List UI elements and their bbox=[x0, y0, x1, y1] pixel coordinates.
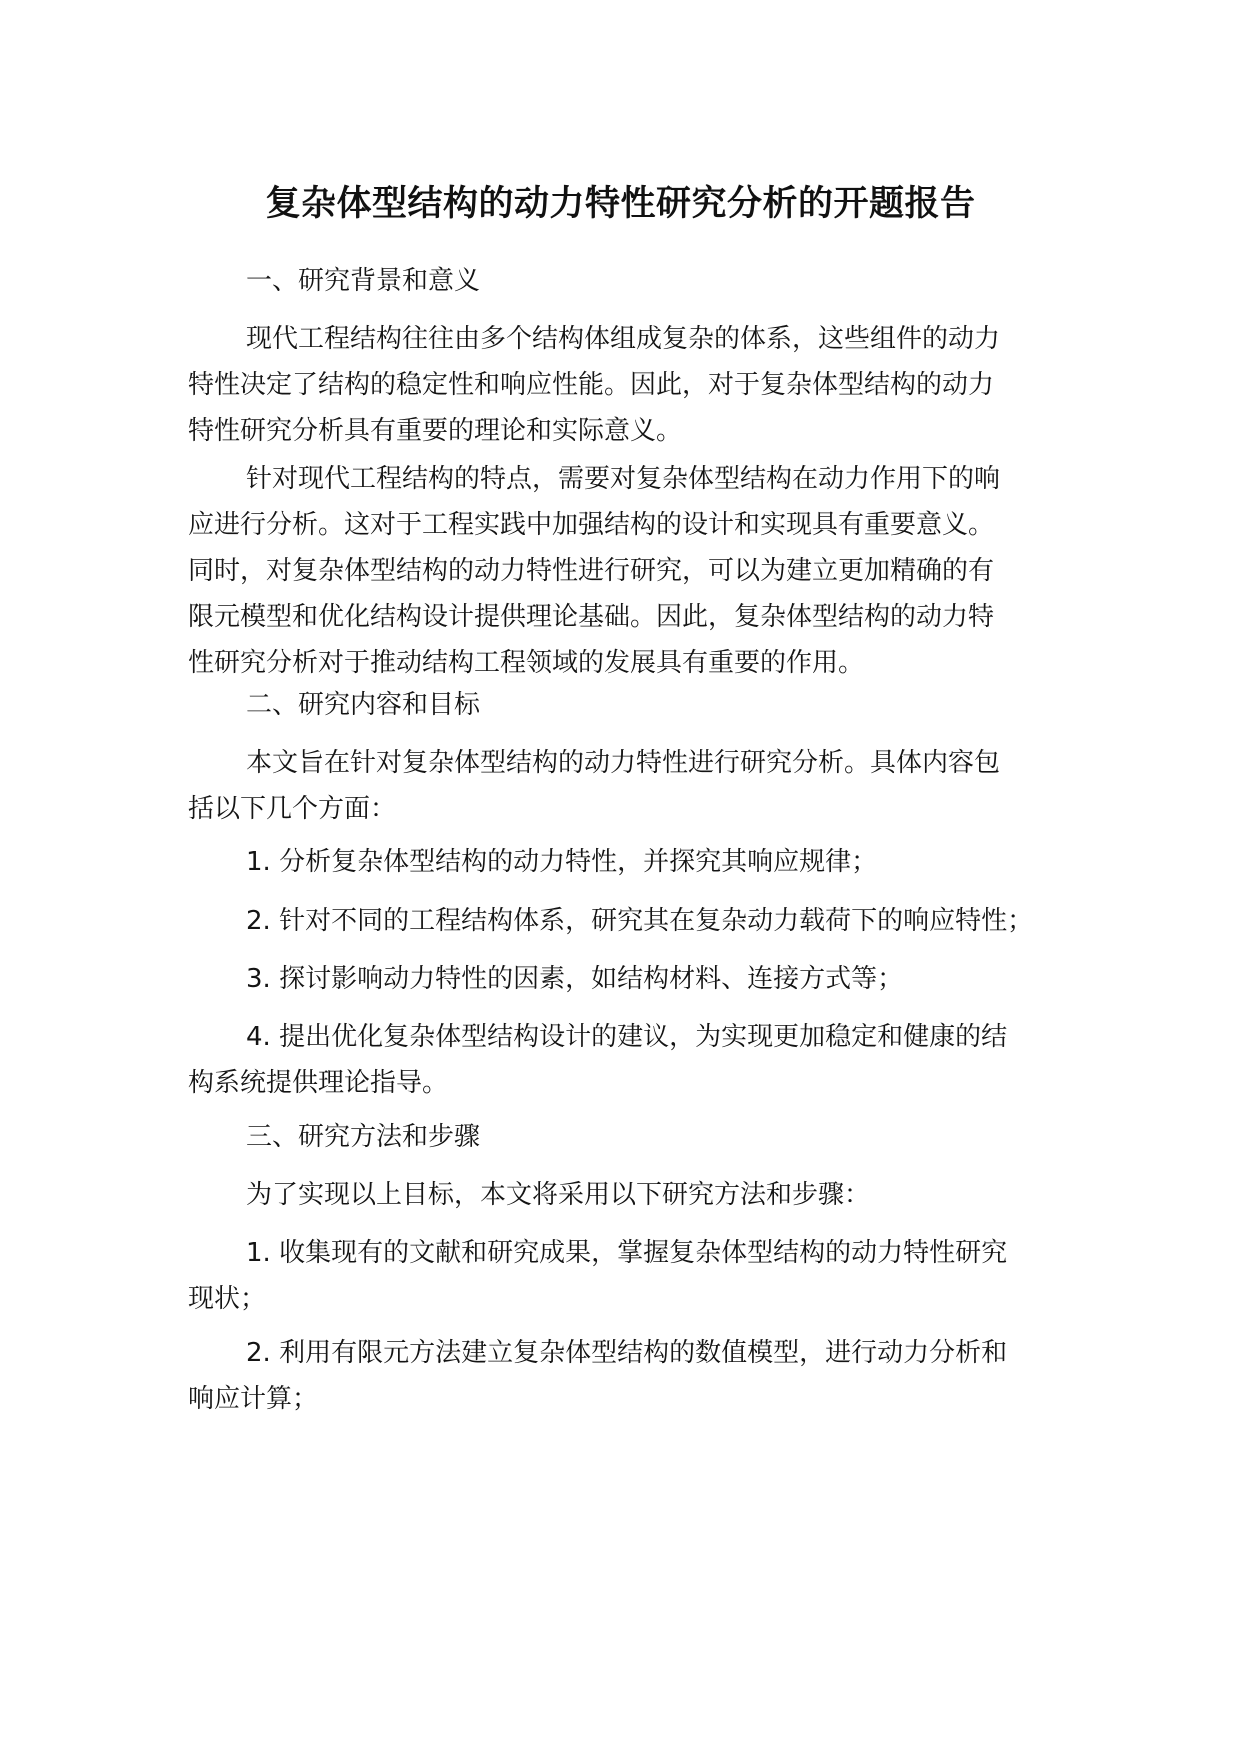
section-heading-background: 一、研究背景和意义 bbox=[246, 266, 481, 296]
paragraph-background-2 bbox=[188, 456, 1048, 686]
paragraph-line: 括以下几个方面： bbox=[188, 794, 397, 824]
list-item: 1. 分析复杂体型结构的动力特性，并探究其响应规律； bbox=[246, 847, 878, 877]
paragraph-line: 2. 利用有限元方法建立复杂体型结构的数值模型，进行动力分析和 bbox=[246, 1338, 1008, 1368]
paragraph-line: 1. 收集现有的文献和研究成果，掌握复杂体型结构的动力特性研究 bbox=[246, 1238, 1008, 1268]
paragraph-methods-intro: 为了实现以上目标，本文将采用以下研究方法和步骤： bbox=[246, 1180, 871, 1210]
paragraph-line: 特性决定了结构的稳定性和响应性能。因此，对于复杂体型结构的动力 bbox=[188, 370, 995, 400]
paragraph-line: 限元模型和优化结构设计提供理论基础。因此，复杂体型结构的动力特 bbox=[188, 602, 995, 632]
list-item bbox=[188, 1014, 1048, 1106]
list-item bbox=[188, 1230, 1048, 1322]
paragraph-line: 同时，对复杂体型结构的动力特性进行研究，可以为建立更加精确的有 bbox=[188, 556, 995, 586]
paragraph-background-1 bbox=[188, 316, 1048, 454]
list-item: 2. 针对不同的工程结构体系，研究其在复杂动力载荷下的响应特性； bbox=[246, 906, 1034, 936]
paragraph-line: 特性研究分析具有重要的理论和实际意义。 bbox=[188, 416, 683, 446]
paragraph-line: 性研究分析对于推动结构工程领域的发展具有重要的作用。 bbox=[188, 648, 865, 678]
paragraph-content-intro bbox=[188, 740, 1048, 832]
paragraph-line: 应进行分析。这对于工程实践中加强结构的设计和实现具有重要意义。 bbox=[188, 510, 995, 540]
list-item bbox=[188, 1330, 1048, 1422]
list-item: 3. 探讨影响动力特性的因素，如结构材料、连接方式等； bbox=[246, 964, 904, 994]
paragraph-line: 4. 提出优化复杂体型结构设计的建议，为实现更加稳定和健康的结 bbox=[246, 1022, 1008, 1052]
document-title: 复杂体型结构的动力特性研究分析的开题报告 bbox=[265, 184, 976, 224]
paragraph-line: 针对现代工程结构的特点，需要对复杂体型结构在动力作用下的响 bbox=[246, 464, 1001, 494]
section-heading-methods: 三、研究方法和步骤 bbox=[246, 1122, 481, 1152]
paragraph-line: 构系统提供理论指导。 bbox=[188, 1068, 449, 1098]
paragraph-line: 响应计算； bbox=[188, 1384, 319, 1414]
paragraph-line: 本文旨在针对复杂体型结构的动力特性进行研究分析。具体内容包 bbox=[246, 748, 1001, 778]
section-heading-content: 二、研究内容和目标 bbox=[246, 690, 481, 720]
paragraph-line: 现代工程结构往往由多个结构体组成复杂的体系，这些组件的动力 bbox=[246, 324, 1001, 354]
paragraph-line: 现状； bbox=[188, 1284, 267, 1314]
